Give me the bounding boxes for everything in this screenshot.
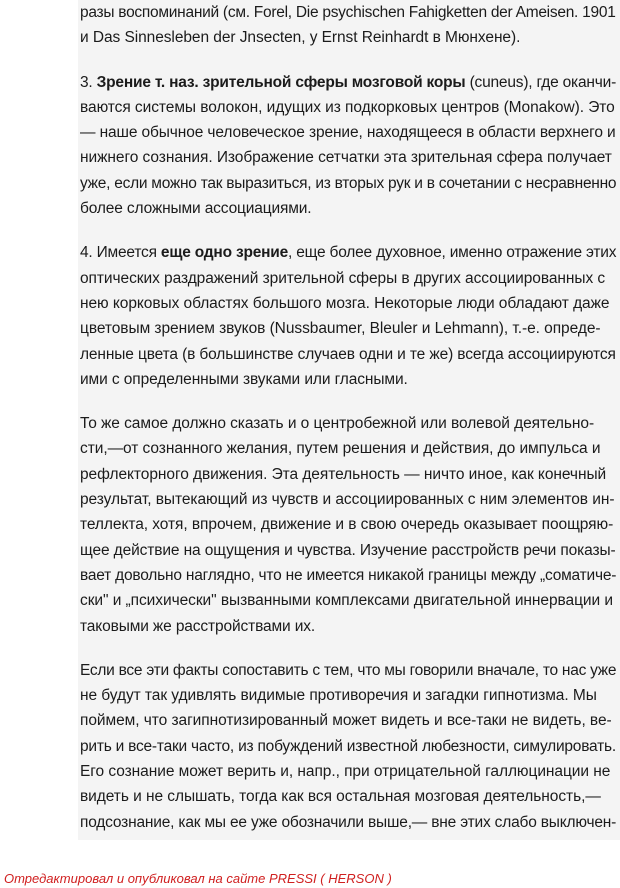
text-run: Если все эти факты сопоставить с тем, что мы говорили вначале, то нас уже xyxy=(80,661,617,679)
paragraph xyxy=(78,70,620,222)
text-line xyxy=(80,145,620,170)
text-run: рить и все-таки часто, из побуждений известной любезности, симулировать. xyxy=(80,737,616,755)
text-run: То же самое должно сказать и о центробежной или волевой деятельно- xyxy=(80,415,595,433)
text-line xyxy=(80,411,620,436)
paragraph xyxy=(78,658,620,835)
footer-credit: Отредактировал и опубликовал на сайте PRESSI ( HERSON ) xyxy=(4,871,392,886)
text-line xyxy=(80,70,620,95)
text-line xyxy=(80,316,620,341)
text-line xyxy=(80,120,620,145)
text-line xyxy=(80,658,620,683)
text-page xyxy=(78,0,620,840)
text-line xyxy=(80,266,620,291)
text-run: ски" и „психически" вызванными комплексами двигательной иннервации и xyxy=(80,592,613,610)
text-line xyxy=(80,563,620,588)
text-run: 4. Имеется xyxy=(80,244,161,262)
text-run: подсознание, как мы ее уже обозначили выше,— вне этих слабо выключен- xyxy=(80,813,617,831)
text-line xyxy=(80,538,620,563)
text-run: поймем, что загипнотизированный может видеть и все-таки не видеть, ве- xyxy=(80,712,612,730)
text-run: более сложными ассоциациями. xyxy=(80,200,312,218)
text-run: уже, если можно так выразиться, из вторых рук и в сочетании с несравненно xyxy=(80,174,617,192)
text-line xyxy=(80,171,620,196)
text-run: вает довольно наглядно, что не имеется никакой границы между „соматиче- xyxy=(80,566,617,584)
text-run: рефлекторного движения. Эта деятельность — ничто иное, как конечный xyxy=(80,465,607,483)
text-line xyxy=(80,588,620,613)
text-run: результат, вытекающий из чувств и ассоциированных с ним элементов ин- xyxy=(80,491,615,509)
text-run: ваются системы волокон, идущих из подкорковых центров (Monakow). Это xyxy=(80,98,615,116)
text-line xyxy=(80,0,620,25)
text-run: оптических раздражений зрительной сферы в других ассоциированных с xyxy=(80,269,606,287)
text-run: цветовым зрением звуков (Nussbaumer, Bleuler и Lehmann), т.-е. опреде- xyxy=(80,320,601,338)
bold-text: Зрение т. наз. зрительной сферы мозговой коры xyxy=(96,73,466,91)
text-run: нижнего сознания. Изображение сетчатки эта зрительная сфера получает xyxy=(80,149,612,167)
paragraph xyxy=(78,411,620,639)
text-line xyxy=(80,240,620,265)
text-run: — наше обычное человеческое зрение, находящееся в области верхнего и xyxy=(80,124,616,142)
text-run: (cuneus), где оканчи- xyxy=(465,73,617,91)
text-line xyxy=(80,614,620,639)
text-line xyxy=(80,436,620,461)
text-run: ими с определенными звуками или гласными. xyxy=(80,370,408,388)
text-run: сти,—от сознанного желания, путем решения и действия, до импульса и xyxy=(80,440,601,458)
text-line xyxy=(80,342,620,367)
text-line xyxy=(80,708,620,733)
text-line xyxy=(80,25,620,50)
text-run: и Das Sinnesleben der Jnsecten, у Ernst Reinhardt в Мюнхене). xyxy=(80,29,521,47)
text-line xyxy=(80,512,620,537)
text-run: щее действие на ощущения и чувства. Изучение расстройств речи показы- xyxy=(80,541,616,559)
text-run: таковыми же расстройствами их. xyxy=(80,617,316,635)
paragraphs xyxy=(78,0,620,835)
text-line xyxy=(80,291,620,316)
text-run: видеть и не слышать, тогда как вся остальная мозговая деятельность,— xyxy=(80,788,601,806)
text-run: 3. xyxy=(80,73,97,91)
paragraph xyxy=(78,240,620,392)
text-line xyxy=(80,683,620,708)
text-run: разы воспоминаний (см. Forel, Die psychischen Fahigketten der Ameisen. 1901 xyxy=(80,4,616,21)
text-line xyxy=(80,196,620,221)
paragraph xyxy=(78,0,620,51)
text-line xyxy=(80,810,620,835)
bold-text: еще одно зрение xyxy=(160,244,289,262)
text-run: Его сознание может верить и, напр., при отрицательной галлюцинации не xyxy=(80,763,611,781)
text-line xyxy=(80,759,620,784)
text-line xyxy=(80,367,620,392)
text-run: не будут так удивлять видимые противоречия и загадки гипнотизма. Мы xyxy=(80,687,597,705)
text-line xyxy=(80,462,620,487)
text-run: нею корковых областях большого мозга. Некоторые люди обладают даже xyxy=(80,294,610,312)
text-run: , еще более духовное, именно отражение этих xyxy=(288,244,617,262)
text-run: теллекта, хотя, впрочем, движение и в свою очередь оказывает поощряю- xyxy=(80,516,614,534)
text-line xyxy=(80,784,620,809)
text-line xyxy=(80,734,620,759)
text-line xyxy=(80,95,620,120)
text-run: ленные цвета (в большинстве случаев одни и те же) всегда ассоциируются xyxy=(80,345,616,363)
text-line xyxy=(80,487,620,512)
